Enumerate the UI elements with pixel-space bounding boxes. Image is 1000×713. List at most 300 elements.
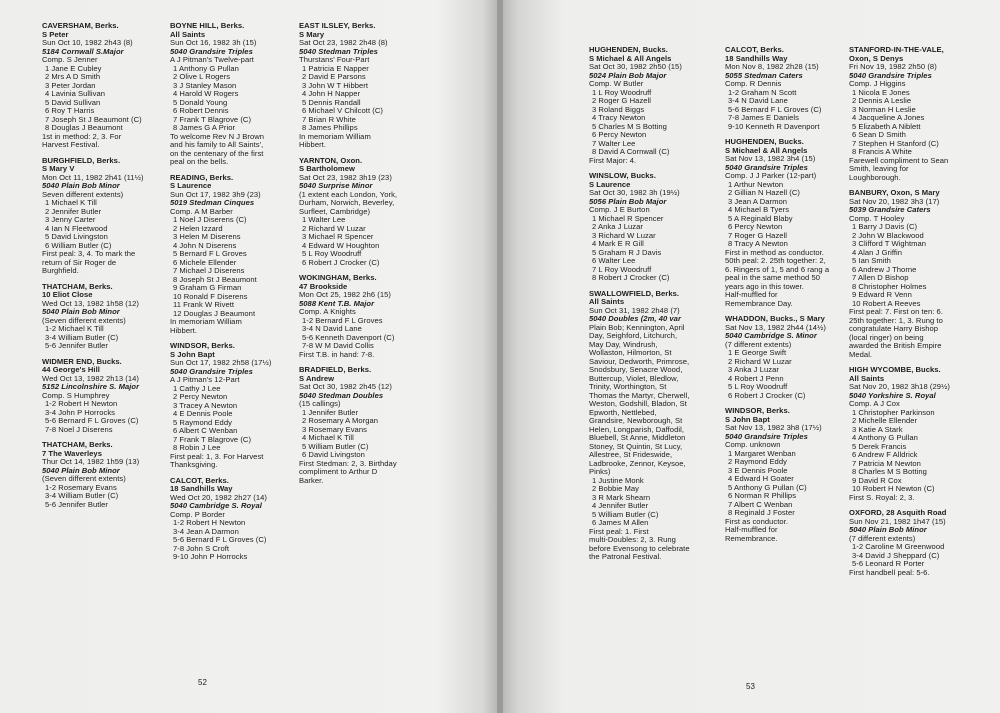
ringer-line: 1 Barry J Davis (C)	[852, 223, 918, 231]
text-line: Sun Oct 31, 1982 2h48 (7)	[589, 306, 680, 315]
ringer-line: 7 Brian R White	[302, 115, 356, 124]
ringer-line: 4 Michael K Till	[302, 434, 354, 442]
left-page	[0, 0, 497, 713]
ringer-line: 3-4 N David Lane	[728, 97, 788, 105]
ringer-line: 6 William Butler (C)	[45, 241, 112, 250]
entry-heading: BRADFIELD, Berks.	[299, 366, 372, 374]
ringer-line: 2 David E Parsons	[302, 73, 366, 81]
text-line: Grandsire, Newborough, St	[589, 417, 683, 425]
ringer-line: 2 Rosemary A Morgan	[302, 417, 379, 425]
entry-heading: THATCHAM, Berks.	[42, 441, 113, 449]
text-line: Fri Nov 19, 1982 2h50 (8)	[849, 63, 937, 71]
spacer	[849, 182, 1000, 189]
text-line: Snodsbury, Senacre Wood,	[589, 366, 683, 374]
ringer-line: 5 Anthony G Pullan (C)	[728, 483, 807, 492]
ringer-line: 4 Jacqueline A Jones	[852, 114, 925, 122]
ringer-line: 6 Andrew J Thorne	[852, 265, 917, 274]
ringer-line: 8 Reginald J Foster	[728, 509, 795, 517]
ringer-line: 2 Dennis A Leslie	[852, 97, 912, 105]
text-line: Comp. R Dennis	[725, 80, 782, 88]
text-line: Wed Oct 13, 1982 2h13 (14)	[42, 374, 139, 383]
ringer-line: 5-6 Jennifer Butler	[45, 342, 108, 350]
text-line: Comp. A Knights	[299, 308, 356, 316]
ringer-line: 1 Michael K Till	[45, 199, 97, 207]
entry-heading: Oxon, S Denys	[849, 54, 904, 63]
text-line: Comp. unknown	[725, 441, 781, 449]
text-line: In memoriam William	[170, 318, 242, 326]
text-line: First Major: 4.	[589, 156, 637, 165]
page-number-right: 53	[746, 682, 755, 691]
ringer-line: 8 James Phillips	[302, 124, 358, 132]
text-line: peal in the same method 50	[725, 274, 821, 282]
entry-heading: S Bartholomew	[299, 165, 355, 173]
text-line: Remembrance Day.	[725, 299, 793, 308]
text-line: First in method as conductor.	[725, 248, 824, 257]
text-line: Weston, Godshill, Bladon, St	[589, 400, 687, 408]
text-line: Comp. W Butler	[589, 80, 644, 88]
entry-heading: S Laurence	[589, 180, 631, 189]
text-line: the Patronal Festival.	[589, 553, 662, 561]
ringer-line: 8 David A Cornwall (C)	[592, 148, 670, 156]
ringer-line: 2 Raymond Eddy	[728, 458, 787, 466]
text-line: Sat Oct 30, 1982 2h45 (12)	[299, 383, 392, 391]
text-line: Loughborough.	[849, 173, 901, 182]
ringer-line: 5-6 Bernard F L Groves (C)	[728, 105, 822, 114]
entry-heading: CALCOT, Berks.	[170, 476, 229, 485]
text-line: 6. Ringers of 1, 5 and 6 rang a	[725, 265, 830, 274]
method-line: 5040 Cambridge S. Royal	[170, 502, 262, 510]
entry-heading: WINDSOR, Berks.	[170, 342, 235, 350]
text-line: Farewell compliment to Sean	[849, 156, 949, 165]
ringer-line: 7-8 W M David Collis	[302, 342, 374, 350]
method-line: 5184 Cornwall S.Major	[42, 47, 124, 56]
ringer-line: 6 Sean D Smith	[852, 131, 906, 139]
text-line: (Seven different extents)	[42, 475, 126, 483]
entry-heading: S Michael & All Angels	[725, 146, 808, 155]
text-line: and his family to All Saints',	[170, 141, 264, 149]
text-line: Sat Nov 20, 1982 3h3 (17)	[849, 197, 940, 206]
entry-heading: BANBURY, Oxon, S Mary	[849, 189, 940, 197]
spacer	[589, 165, 741, 172]
text-line: Thomas the Martyr, Cherwell,	[589, 391, 690, 400]
entry-heading: All Saints	[849, 374, 885, 383]
entry-heading: STANFORD-IN-THE-VALE,	[849, 46, 944, 54]
ringer-line: 5-6 Kenneth Davenport (C)	[302, 333, 395, 342]
ringer-line: 5 William Butler (C)	[302, 442, 369, 451]
ringer-line: 6 Percy Newton	[728, 223, 783, 231]
text-line: Sun Oct 17, 1982 3h9 (23)	[170, 190, 261, 199]
ringer-line: 4 Anthony G Pullan	[852, 434, 918, 442]
ringer-line: 1 L Roy Woodruff	[592, 88, 652, 97]
text-line: Sat Nov 13, 1982 3h8 (17½)	[725, 424, 822, 432]
entry-heading: HUGHENDEN, Bucks.	[589, 46, 668, 54]
text-line: 25th together: 1, 3. Rung to	[849, 316, 943, 325]
ringer-line: 2 Gillian N Hazell (C)	[728, 189, 800, 197]
text-line: Allestree, St Frideswide,	[589, 451, 673, 459]
method-line: 5040 Stedman Triples	[299, 47, 378, 56]
page-number-left: 52	[198, 678, 207, 687]
left-column-3	[299, 22, 451, 485]
ringer-line: 7 Allen D Bishop	[852, 274, 909, 282]
ringer-line: 3 Peter Jordan	[45, 81, 96, 90]
ringer-line: 2 Richard W Luzar	[302, 224, 366, 233]
entry-heading: SWALLOWFIELD, Berks.	[589, 289, 680, 298]
ringer-line: 6 Walter Lee	[592, 257, 636, 265]
ringer-line: 10 Ronald F Diserens	[173, 292, 248, 301]
text-line: Sat Nov 13, 1982 2h44 (14½)	[725, 323, 826, 332]
ringer-line: 8 Robin J Lee	[173, 444, 221, 452]
ringer-line: 9 Graham G Firman	[173, 284, 242, 292]
method-line: 5056 Plain Bob Major	[589, 197, 667, 206]
ringer-line: 7 Michael J Diserens	[173, 267, 245, 275]
text-line: Smith, leaving for	[849, 165, 909, 173]
text-line: Harvest Festival.	[42, 141, 100, 149]
text-line: Plain Bob; Kennington, April	[589, 323, 685, 332]
method-line: 5040 Grandsire Triples	[725, 432, 808, 441]
text-line: A J Pitman's 12-Part	[170, 376, 240, 384]
text-line: Sat Oct 23, 1982 3h19 (23)	[299, 173, 392, 182]
text-line: Thur Oct 14, 1982 1h59 (13)	[42, 458, 140, 466]
text-line: years ago in this tower.	[725, 282, 804, 291]
method-line: 5019 Stedman Cinques	[170, 199, 255, 207]
ringer-line: 1 Noel J Diserens (C)	[173, 216, 247, 224]
text-line: Epworth, Nettlebed,	[589, 408, 657, 417]
ringer-line: 5-6 Jennifer Butler	[45, 500, 108, 509]
method-line: 5040 Surprise Minor	[299, 182, 373, 190]
ringer-line: 5-6 Bernard F L Groves (C)	[45, 417, 139, 425]
method-line: 5040 Grandsire Triples	[170, 367, 253, 376]
ringer-line: 6 Norman R Phillips	[728, 492, 797, 500]
text-line: Medal.	[849, 350, 873, 359]
ringer-line: 8 Robert J Crocker (C)	[592, 274, 670, 282]
ringer-line: 1 Nicola E Jones	[852, 88, 910, 97]
text-line: Burghfield.	[42, 267, 79, 275]
ringer-line: 1-2 Caroline M Greenwood	[852, 543, 945, 551]
ringer-line: 4 Robert J Penn	[728, 374, 784, 383]
text-line: Mon Oct 25, 1982 2h6 (15)	[299, 291, 392, 299]
method-line: 5024 Plain Bob Major	[589, 71, 667, 80]
ringer-line: 5 William Butler (C)	[592, 510, 659, 519]
ringer-line: 5-6 Leonard R Porter	[852, 560, 925, 568]
text-line: Seven different extents)	[42, 190, 124, 199]
ringer-line: 1 Patricia E Napper	[302, 64, 369, 73]
text-line: Remembrance.	[725, 534, 778, 543]
entry-heading: All Saints	[170, 30, 206, 39]
text-line: Stoney, St Quintin, St Lucy,	[589, 442, 683, 451]
text-line: May Day, Windrush,	[589, 340, 658, 349]
text-line: Comp. S Jenner	[42, 56, 98, 64]
ringer-line: 8 Charles M S Botting	[852, 468, 927, 476]
entry-heading: HIGH WYCOMBE, Bucks.	[849, 366, 941, 374]
method-line: 5040 Plain Bob Minor	[849, 526, 927, 534]
ringer-line: 2 John W Blackwood	[852, 231, 924, 240]
ringer-line: 7-8 Noel J Diserens	[45, 425, 113, 434]
ringer-line: 3 Jenny Carter	[45, 216, 96, 224]
method-line: 5088 Kent T.B. Major	[299, 299, 375, 308]
ringer-line: 3 Michael R Spencer	[302, 233, 374, 241]
ringer-line: 3 Roland Biggs	[592, 105, 645, 114]
entry-heading: S Andrew	[299, 374, 335, 383]
ringer-line: 4 John H Napper	[302, 90, 361, 98]
text-line: compliment to Arthur D	[299, 468, 378, 476]
ringer-line: 1 Arthur Newton	[728, 180, 784, 189]
ringer-line: 1-2 Graham N Scott	[728, 88, 797, 97]
ringer-line: 7 Stephen H Stanford (C)	[852, 139, 939, 148]
ringer-line: 3-4 William Butler (C)	[45, 492, 119, 500]
method-line: 5040 Yorkshire S. Royal	[849, 391, 936, 400]
ringer-line: 5 Graham R J Davis	[592, 248, 662, 257]
text-line: Sun Oct 16, 1982 3h (15)	[170, 39, 257, 47]
ringer-line: 9 David R Cox	[852, 476, 902, 485]
ringer-line: 4 Alan J Griffin	[852, 248, 903, 257]
ringer-line: 3-4 N David Lane	[302, 325, 362, 333]
entry-heading: S Peter	[42, 30, 69, 39]
ringer-line: 4 Mark E R Gill	[592, 240, 644, 248]
method-line: 5040 Plain Bob Minor	[42, 182, 120, 190]
ringer-line: 7 Walter Lee	[592, 139, 636, 148]
ringer-line: 2 Roger G Hazell	[592, 97, 652, 105]
ringer-line: 5 Raymond Eddy	[173, 418, 232, 427]
ringer-line: 7 Albert C Wenban	[728, 500, 793, 509]
text-line: Bluebell, St Anne, Middleton	[589, 434, 686, 442]
text-line: (7 different extents)	[849, 534, 916, 543]
ringer-line: 4 Lavinia Sullivan	[45, 90, 105, 98]
ringer-line: 7-8 John S Croft	[173, 544, 230, 553]
ringer-line: 3 Clifford T Wightman	[852, 240, 927, 248]
text-line: Sat Oct 30, 1982 2h50 (15)	[589, 63, 682, 71]
ringer-line: 7 Joseph St J Beaumont (C)	[45, 115, 142, 124]
ringer-line: 3 Richard W Luzar	[592, 231, 656, 240]
ringer-line: 5 Ian Smith	[852, 257, 891, 265]
ringer-line: 2 Anka J Luzar	[592, 223, 643, 231]
ringer-line: 4 John N Diserens	[173, 241, 237, 250]
right-page	[503, 0, 1000, 713]
text-line: Hibbert.	[299, 141, 326, 149]
text-line: First peal: 3, 4. To mark the	[42, 250, 136, 258]
text-line: Comp. A J Cox	[849, 400, 900, 408]
ringer-line: 3 Katie A Stark	[852, 425, 903, 434]
text-line: awarded the British Empire	[849, 342, 942, 350]
text-line: First handbell peal: 5-6.	[849, 568, 930, 577]
text-line: Thurstans' Four-Part	[299, 56, 370, 64]
text-line: Half-muffled for	[725, 291, 778, 299]
ringer-line: 6 Robert Dennis	[173, 107, 229, 115]
ringer-line: 6 Michael V Chilcott (C)	[302, 107, 383, 115]
ringer-line: 4 Tracy Newton	[592, 114, 646, 122]
ringer-line: 6 James M Allen	[592, 519, 649, 527]
ringer-line: 3 Norman H Leslie	[852, 105, 916, 114]
text-line: Wollaston, Hilmorton, St	[589, 349, 672, 357]
ringer-line: 4 Ian N Fleetwood	[45, 224, 108, 233]
text-line: Sat Nov 20, 1982 3h18 (29½)	[849, 383, 950, 391]
ringer-line: 5 Dennis Randall	[302, 98, 361, 107]
entry-heading: CAVERSHAM, Berks.	[42, 22, 119, 30]
text-line: Sat Oct 23, 1982 2h48 (8)	[299, 39, 388, 47]
text-line: before Evensong to celebrate	[589, 544, 690, 553]
ringer-line: 1 Margaret Wenban	[728, 449, 796, 458]
text-line: Comp. P Border	[170, 510, 226, 519]
text-line: (15 callings)	[299, 400, 341, 408]
entry-heading: 47 Brookside	[299, 282, 348, 291]
spacer	[299, 150, 451, 157]
text-line: Comp. T Hooley	[849, 214, 905, 223]
ringer-line: 1 Jennifer Butler	[302, 408, 359, 417]
ringer-line: 7 Roger G Hazell	[728, 231, 788, 240]
entry-heading: 44 George's Hill	[42, 366, 100, 374]
entry-heading: WINSLOW, Bucks.	[589, 172, 656, 180]
entry-heading: OXFORD, 28 Asquith Road	[849, 509, 947, 517]
entry-heading: EAST ILSLEY, Berks.	[299, 22, 376, 30]
ringer-line: 5 Elizabeth A Niblett	[852, 122, 921, 131]
ringer-line: 4 Edward H Goater	[728, 475, 794, 483]
text-line: Day, Seighford, Litchurch,	[589, 332, 678, 340]
ringer-line: 6 Albert C Wenban	[173, 427, 238, 435]
ringer-line: 6 Robert J Crocker (C)	[728, 391, 806, 400]
entry-heading: HUGHENDEN, Bucks.	[725, 138, 804, 146]
ringer-line: 5 L Roy Woodruff	[302, 250, 362, 258]
text-line: Buttercup, Violet, Bledlow,	[589, 374, 679, 383]
text-line: Sun Nov 21, 1982 1h47 (15)	[849, 517, 946, 526]
ringer-line: 1 Walter Lee	[302, 216, 346, 224]
method-line: 5040 Stedman Doubles	[299, 391, 384, 400]
ringer-line: 7 Patricia M Newton	[852, 459, 921, 468]
ringer-line: 4 Michael B Tyers	[728, 206, 790, 214]
ringer-line: 4 Harold W Rogers	[173, 90, 239, 98]
method-line: 5055 Stedman Caters	[725, 71, 803, 80]
text-line: Sun Oct 10, 1982 2h43 (8)	[42, 39, 133, 47]
right-column-1	[589, 46, 741, 562]
entry-heading: 10 Eliot Close	[42, 291, 93, 299]
ringer-line: 1-2 Michael K Till	[45, 325, 104, 333]
ringer-line: 6 Percy Newton	[592, 131, 647, 139]
ringer-line: 5-6 Bernard F L Groves (C)	[173, 536, 267, 544]
ringer-line: 3 Jean A Darmon	[728, 197, 788, 206]
ringer-line: 5 Derek Francis	[852, 442, 907, 451]
entry-heading: S Mary	[299, 30, 325, 39]
ringer-line: 3-4 John P Horrocks	[45, 408, 116, 417]
text-line: 50th peal: 2. 25th together: 2,	[725, 257, 826, 265]
entry-heading: WINDSOR, Berks.	[725, 407, 790, 415]
ringer-line: 3 Tracey A Newton	[173, 401, 238, 410]
entry-heading: 18 Sandhills Way	[725, 54, 788, 63]
ringer-line: 6 Michele Ellender	[173, 258, 237, 267]
text-line: First Stedman: 2, 3. Birthday	[299, 459, 397, 468]
ringer-line: 1-2 Robert H Newton	[173, 519, 246, 527]
text-line: Comp. J E Burton	[589, 206, 650, 214]
ringer-line: 8 Tracy A Newton	[728, 240, 788, 248]
ringer-line: 4 Edward W Houghton	[302, 241, 380, 250]
ringer-line: 1 Cathy J Lee	[173, 384, 221, 393]
entry-heading: S Mary V	[42, 165, 75, 173]
text-line: First as conductor.	[725, 517, 788, 526]
ringer-line: 5 Donald Young	[173, 98, 228, 107]
ringer-line: 7-8 James E Daniels	[728, 114, 800, 122]
ringer-line: 5 Charles M S Botting	[592, 122, 667, 131]
text-line: peal on the bells.	[170, 158, 229, 166]
text-line: Barker.	[299, 476, 324, 485]
text-line: on the centenary of the first	[170, 149, 264, 158]
text-line: Wed Oct 13, 1982 1h58 (12)	[42, 299, 139, 308]
text-line: A J Pitman's Twelve-part	[170, 56, 254, 64]
ringer-line: 1-2 Rosemary Evans	[45, 483, 117, 492]
ringer-line: 9-10 Kenneth R Davenport	[728, 122, 820, 131]
ringer-line: 3 R Mark Shearn	[592, 493, 651, 502]
text-line: Pinks)	[589, 468, 611, 476]
entry-heading: All Saints	[589, 298, 625, 306]
text-line: Comp. J Higgins	[849, 80, 906, 88]
ringer-line: 12 Douglas J Beaumont	[173, 309, 256, 318]
text-line: First peal: 1. First	[589, 527, 649, 536]
text-line: To welcome Rev N J Brown	[170, 132, 265, 141]
text-line: In memoriam William	[299, 132, 371, 141]
text-line: Comp. J J Parker (12-part)	[725, 172, 817, 180]
text-line: (Seven different extents)	[42, 316, 126, 325]
method-line: 5152 Lincolnshire S. Major	[42, 383, 140, 391]
ringer-line: 10 Robert A Reeves	[852, 299, 921, 308]
ringer-line: 9 Edward R Venn	[852, 291, 912, 299]
text-line: Ladbrooke, Zennor, Keysoe,	[589, 459, 686, 468]
entry-heading: S Laurence	[170, 182, 212, 190]
ringer-line: 8 Christopher Holmes	[852, 282, 927, 291]
entry-heading: READING, Berks.	[170, 173, 234, 182]
ringer-line: 2 Olive L Rogers	[173, 73, 231, 81]
text-line: (7 different extents)	[725, 340, 792, 349]
text-line: Hibbert.	[170, 326, 197, 335]
entry-heading: 18 Sandhills Way	[170, 485, 233, 493]
ringer-line: 1 E George Swift	[728, 349, 787, 357]
text-line: (1 extent each London, York,	[299, 190, 398, 199]
method-line: 5040 Plain Bob Minor	[42, 466, 120, 475]
ringer-line: 4 Jennifer Butler	[592, 502, 649, 510]
ringer-line: 3 John W T Hibbert	[302, 81, 369, 90]
ringer-line: 8 Joseph St J Beaumont	[173, 275, 257, 284]
text-line: Sun Oct 17, 1982 2h58 (17½)	[170, 359, 272, 367]
text-line: multi-Doubles: 2, 3. Rung	[589, 536, 676, 544]
ringer-line: 3-4 William Butler (C)	[45, 333, 119, 342]
ringer-line: 5 David Sullivan	[45, 98, 101, 107]
ringer-line: 3 J Stanley Mason	[173, 81, 237, 90]
text-line: congratulate Harry Bishop	[849, 325, 939, 333]
ringer-line: 8 Douglas J Beaumont	[45, 124, 123, 132]
text-line: Thanksgiving.	[170, 461, 218, 469]
ringer-line: 10 Robert H Newton (C)	[852, 485, 935, 493]
method-line: 5040 Cambridge S. Minor	[725, 332, 817, 340]
ringer-line: 3-4 David J Sheppard (C)	[852, 551, 940, 560]
method-line: 5040 Doubles (2m, 40 var	[589, 315, 681, 323]
text-line: 1st in method: 2, 3. For	[42, 132, 122, 141]
text-line: Sat Oct 30, 1982 3h (19½)	[589, 189, 680, 197]
text-line: Saviour, Dedworth, Primrose,	[589, 357, 690, 366]
entry-heading: WHADDON, Bucks., S Mary	[725, 315, 825, 323]
ringer-line: 3 Rosemary Evans	[302, 425, 367, 434]
ringer-line: 1 Michael R Spencer	[592, 214, 664, 223]
ringer-line: 2 Percy Newton	[173, 393, 228, 401]
ringer-line: 7 Frank T Blagrove (C)	[173, 115, 252, 124]
text-line: Surfleet, Cambridge)	[299, 207, 371, 216]
text-line: (local ringer) on being	[849, 333, 924, 342]
ringer-line: 5 L Roy Woodruff	[728, 383, 788, 391]
ringer-line: 5 Bernard F L Groves	[173, 250, 247, 258]
entry-heading: BURGHFIELD, Berks.	[42, 156, 121, 165]
text-line: Sat Nov 13, 1982 3h4 (15)	[725, 155, 816, 163]
text-line: Mon Nov 8, 1982 2h28 (15)	[725, 63, 819, 71]
text-line: Mon Oct 11, 1982 2h41 (11½)	[42, 173, 144, 182]
ringer-line: 2 Bobbie May	[592, 485, 640, 493]
entry-heading: S John Bapt	[170, 350, 215, 359]
entry-heading: WOKINGHAM, Berks.	[299, 274, 377, 282]
ringer-line: 3 Helen M Diserens	[173, 233, 241, 241]
ringer-line: 6 Andrew F Alldrick	[852, 451, 918, 459]
